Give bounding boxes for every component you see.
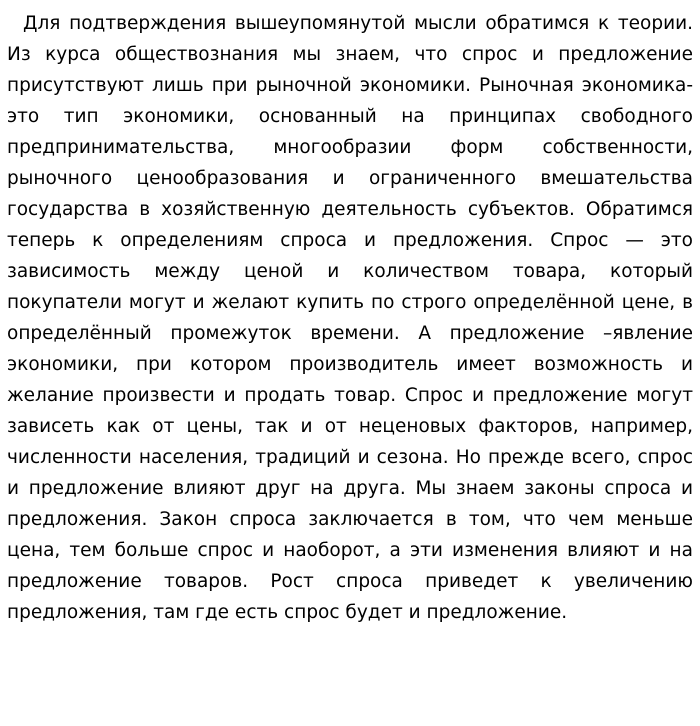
document-page <box>7 8 693 628</box>
body-paragraph: Для подтверждения вышеупомянутой мысли обратимся к теории. Из курса обществознания мы знаем, что спрос и предложение присутствуют лишь при рыночной экономики. Рыночная экономика- это тип экономики, основанный на принципах свободного предпринимательства, многообразии форм собственности, рыночного ценообразования и ограниченного вмешательства государства в хозяйственную деятельность субъектов. Обратимся теперь к определениям спроса и предложения. Спрос — это зависимость между ценой и количеством товара, который покупатели могут и желают купить по строго определённой цене, в определённый промежуток времени. А предложение –явление экономики, при котором производитель имеет возможность и желание произвести и продать товар. Спрос и предложение могут зависеть как от цены, так и от неценовых факторов, например, численности населения, традиций и сезона. Но прежде всего, спрос и предложение влияют друг на друга. Мы знаем законы спроса и предложения. Закон спроса заключается в том, что чем меньше цена, тем больше спрос и наоборот, а эти изменения влияют и на предложение товаров. Рост спроса приведет к увеличению предложения, там где есть спрос будет и предложение. <box>7 13 693 623</box>
